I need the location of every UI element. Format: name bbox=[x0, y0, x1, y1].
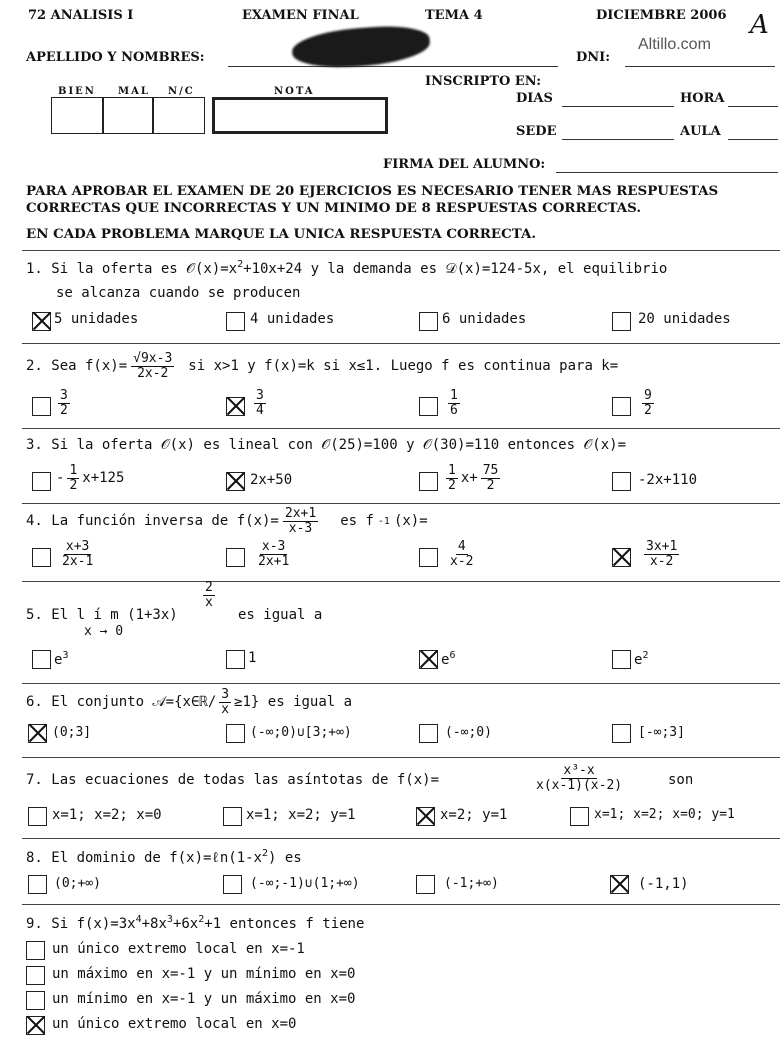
dni-label: DNI: bbox=[576, 50, 611, 65]
divider bbox=[22, 838, 780, 839]
q7-option-1-checkbox[interactable] bbox=[28, 807, 47, 826]
hora-label: HORA bbox=[680, 91, 725, 106]
aula-line bbox=[728, 139, 778, 140]
divider bbox=[22, 503, 780, 504]
q9-option-2-checkbox[interactable] bbox=[26, 966, 45, 985]
q8-option-1-label: (0;+∞) bbox=[54, 876, 101, 891]
q2-statement: 2. Sea f(x)= $\frac{√9x-3}{2x-2}$ si x>1 y f(x)=k si x≤1. Luego f es continua para k= bbox=[26, 351, 619, 381]
q2-option-2-label: $\frac{3}{4}$ bbox=[256, 388, 264, 418]
q4-option-1-label: $\frac{x+3}{2x-1}$ bbox=[62, 539, 94, 569]
q8-option-4-checkbox[interactable] bbox=[610, 875, 629, 894]
inscripto-label: INSCRIPTO EN: bbox=[425, 74, 542, 89]
q1-option-2-label: 4 unidades bbox=[250, 311, 335, 327]
q3-option-3-checkbox[interactable] bbox=[419, 472, 438, 491]
q5-exponent: $\frac{2}{x}$ bbox=[205, 580, 213, 610]
q5-option-4-label: $e^2$ bbox=[634, 650, 649, 668]
q3-option-4-checkbox[interactable] bbox=[612, 472, 631, 491]
sede-line bbox=[562, 139, 674, 140]
q4-option-1-checkbox[interactable] bbox=[32, 548, 51, 567]
q5-option-3-checkbox[interactable] bbox=[419, 650, 438, 669]
redacted-name-scribble bbox=[291, 23, 431, 71]
q7-statement: 7. Las ecuaciones de todas las asíntotas de f(x)= bbox=[26, 772, 440, 788]
q7-option-3-checkbox[interactable] bbox=[416, 807, 435, 826]
q3-option-2-label: 2x+50 bbox=[250, 472, 293, 488]
q3-option-1-checkbox[interactable] bbox=[32, 472, 51, 491]
q9-option-3-checkbox[interactable] bbox=[26, 991, 45, 1010]
q3-option-4-label: -2x+110 bbox=[638, 472, 698, 488]
q4-statement: 4. La función inversa de f(x)= $\frac{2x+1}{x-3}$ es f -1 (x)= bbox=[26, 506, 428, 536]
q1-option-1-label: 5 unidades bbox=[54, 311, 139, 327]
name-label: APELLIDO Y NOMBRES: bbox=[26, 50, 205, 65]
q5-option-1-checkbox[interactable] bbox=[32, 650, 51, 669]
instructions-line-3: EN CADA PROBLEMA MARQUE LA UNICA RESPUESTA CORRECTA. bbox=[26, 226, 537, 242]
q2-option-1-label: $\frac{3}{2}$ bbox=[60, 388, 68, 418]
q8-option-1-checkbox[interactable] bbox=[28, 875, 47, 894]
q1-option-3-checkbox[interactable] bbox=[419, 312, 438, 331]
dias-line bbox=[562, 106, 674, 107]
q5-option-2-checkbox[interactable] bbox=[226, 650, 245, 669]
firma-line bbox=[556, 172, 778, 173]
q7-fraction: $\frac{\text{x³-x}}{x(x-1)(x-2)}$ bbox=[536, 763, 623, 793]
name-line bbox=[228, 66, 558, 67]
q2-option-2-checkbox[interactable] bbox=[226, 397, 245, 416]
q9-option-2-label: un máximo en x=-1 y un mínimo en x=0 bbox=[52, 966, 356, 982]
q6-option-4-label: [-∞;3] bbox=[638, 725, 685, 740]
hora-line bbox=[728, 106, 778, 107]
q5-option-1-label: $e^3$ bbox=[54, 650, 69, 668]
aula-label: AULA bbox=[680, 124, 721, 139]
q8-option-2-label: (-∞;-1)∪(1;+∞) bbox=[250, 876, 360, 891]
q7-option-4-label: x=1; x=2; x=0; y=1 bbox=[594, 807, 735, 822]
q7-option-1-label: x=1; x=2; x=0 bbox=[52, 807, 162, 823]
sede-label: SEDE bbox=[516, 124, 557, 139]
q1-option-4-label: 20 unidades bbox=[638, 311, 731, 327]
q4-option-2-label: $\frac{x-3}{2x+1}$ bbox=[258, 539, 290, 569]
q6-option-3-checkbox[interactable] bbox=[419, 724, 438, 743]
divider bbox=[22, 683, 780, 684]
q5-limit-subscript: x → 0 bbox=[84, 624, 124, 639]
grade-bien-box bbox=[51, 97, 104, 134]
q9-option-4-label: un único extremo local en x=0 bbox=[52, 1016, 297, 1032]
q8-option-3-checkbox[interactable] bbox=[416, 875, 435, 894]
q4-option-3-checkbox[interactable] bbox=[419, 548, 438, 567]
grade-bien-label: BIEN bbox=[58, 86, 96, 97]
q2-option-3-checkbox[interactable] bbox=[419, 397, 438, 416]
q8-option-4-label: (-1,1) bbox=[638, 876, 689, 892]
divider bbox=[22, 904, 780, 905]
q7-option-4-checkbox[interactable] bbox=[570, 807, 589, 826]
q6-option-2-checkbox[interactable] bbox=[226, 724, 245, 743]
q8-option-2-checkbox[interactable] bbox=[223, 875, 242, 894]
q1-option-2-checkbox[interactable] bbox=[226, 312, 245, 331]
instructions-line-1: PARA APROBAR EL EXAMEN DE 20 EJERCICIOS ES NECESARIO TENER MAS RESPUESTAS bbox=[26, 183, 719, 199]
q4-option-4-checkbox[interactable] bbox=[612, 548, 631, 567]
firma-label: FIRMA DEL ALUMNO: bbox=[383, 157, 546, 172]
q5-statement-tail: es igual a bbox=[238, 607, 323, 623]
grade-mal-label: MAL bbox=[118, 86, 150, 97]
instructions-line-2: CORRECTAS QUE INCORRECTAS Y UN MINIMO DE 8 RESPUESTAS CORRECTAS. bbox=[26, 200, 642, 216]
q9-option-4-checkbox[interactable] bbox=[26, 1016, 45, 1035]
grade-nota-box bbox=[212, 97, 388, 134]
q6-option-1-checkbox[interactable] bbox=[28, 724, 47, 743]
q1-option-3-label: 6 unidades bbox=[442, 311, 527, 327]
q1-option-4-checkbox[interactable] bbox=[612, 312, 631, 331]
divider bbox=[22, 428, 780, 429]
q8-statement: 8. El dominio de $f(x)=\ell n(1-x^2)$ es bbox=[26, 848, 302, 866]
course-code: 72 ANALISIS I bbox=[28, 8, 134, 23]
q7-option-2-label: x=1; x=2; y=1 bbox=[246, 807, 356, 823]
q5-option-4-checkbox[interactable] bbox=[612, 650, 631, 669]
watermark: Altillo.com bbox=[638, 36, 711, 53]
divider bbox=[22, 757, 780, 758]
grade-nc-box bbox=[152, 97, 205, 134]
q8-option-3-label: (-1;+∞) bbox=[444, 876, 499, 891]
q7-statement-tail: son bbox=[668, 772, 694, 788]
q1-statement-cont: se alcanza cuando se producen bbox=[56, 285, 301, 301]
divider bbox=[22, 343, 780, 344]
q3-option-3-label: $\frac{1}{2}$ x+ $\frac{75}{2}$ bbox=[448, 463, 499, 493]
q7-option-3-label: x=2; y=1 bbox=[440, 807, 508, 823]
tema-label: TEMA 4 bbox=[425, 8, 483, 23]
q7-option-2-checkbox[interactable] bbox=[223, 807, 242, 826]
dni-line bbox=[625, 66, 775, 67]
q5-option-3-label: $e^6$ bbox=[441, 650, 456, 668]
q9-option-1-checkbox[interactable] bbox=[26, 941, 45, 960]
q2-option-4-checkbox[interactable] bbox=[612, 397, 631, 416]
q3-statement: 3. Si la oferta 𝒪(x) es lineal con 𝒪(25)=100 y 𝒪(30)=110 entonces 𝒪(x)= bbox=[26, 437, 627, 453]
q2-option-4-label: $\frac{9}{2}$ bbox=[644, 388, 652, 418]
q9-statement: 9. Si $f(x)=3x^4+8x^3+6x^2+1$ entonces f tiene bbox=[26, 914, 365, 932]
q4-option-2-checkbox[interactable] bbox=[226, 548, 245, 567]
q5-statement: 5. El l í m (1+3x) bbox=[26, 607, 178, 623]
q9-option-3-label: un mínimo en x=-1 y un máximo en x=0 bbox=[52, 991, 356, 1007]
q2-option-1-checkbox[interactable] bbox=[32, 397, 51, 416]
q6-statement: 6. El conjunto 𝒜={x∈ℝ/ $\frac{3}{x}$ ≥1} es igual a bbox=[26, 687, 353, 717]
q6-option-2-label: (-∞;0)∪[3;+∞) bbox=[250, 725, 352, 740]
q1-statement: 1. Si la oferta es $𝒪(x)=x^2+10x+24$ y la demanda es 𝒟(x)=124-5x, el equilibrio bbox=[26, 259, 668, 277]
q3-option-2-checkbox[interactable] bbox=[226, 472, 245, 491]
dias-label: DIAS bbox=[516, 91, 553, 106]
q1-option-1-checkbox[interactable] bbox=[32, 312, 51, 331]
grade-mal-box bbox=[102, 97, 154, 134]
q6-option-3-label: (-∞;0) bbox=[445, 725, 492, 740]
q4-option-4-label: $\frac{3x+1}{x-2}$ bbox=[646, 539, 678, 569]
grade-nota-label: NOTA bbox=[274, 86, 315, 97]
q9-option-1-label: un único extremo local en x=-1 bbox=[52, 941, 305, 957]
exam-date: DICIEMBRE 2006 bbox=[596, 8, 727, 23]
q6-option-1-label: (0;3] bbox=[52, 725, 92, 740]
tema-handwritten-mark: A bbox=[750, 10, 769, 40]
q6-option-4-checkbox[interactable] bbox=[612, 724, 631, 743]
q4-option-3-label: $\frac{4}{x-2}$ bbox=[450, 539, 474, 569]
divider bbox=[22, 581, 780, 582]
divider bbox=[22, 250, 780, 251]
exam-title: EXAMEN FINAL bbox=[242, 8, 359, 23]
q5-option-2-label: 1 bbox=[248, 650, 257, 666]
grade-nc-label: N/C bbox=[168, 86, 195, 97]
q2-option-3-label: $\frac{1}{6}$ bbox=[450, 388, 458, 418]
q3-option-1-label: - $\frac{1}{2}$ x+125 bbox=[56, 463, 125, 493]
